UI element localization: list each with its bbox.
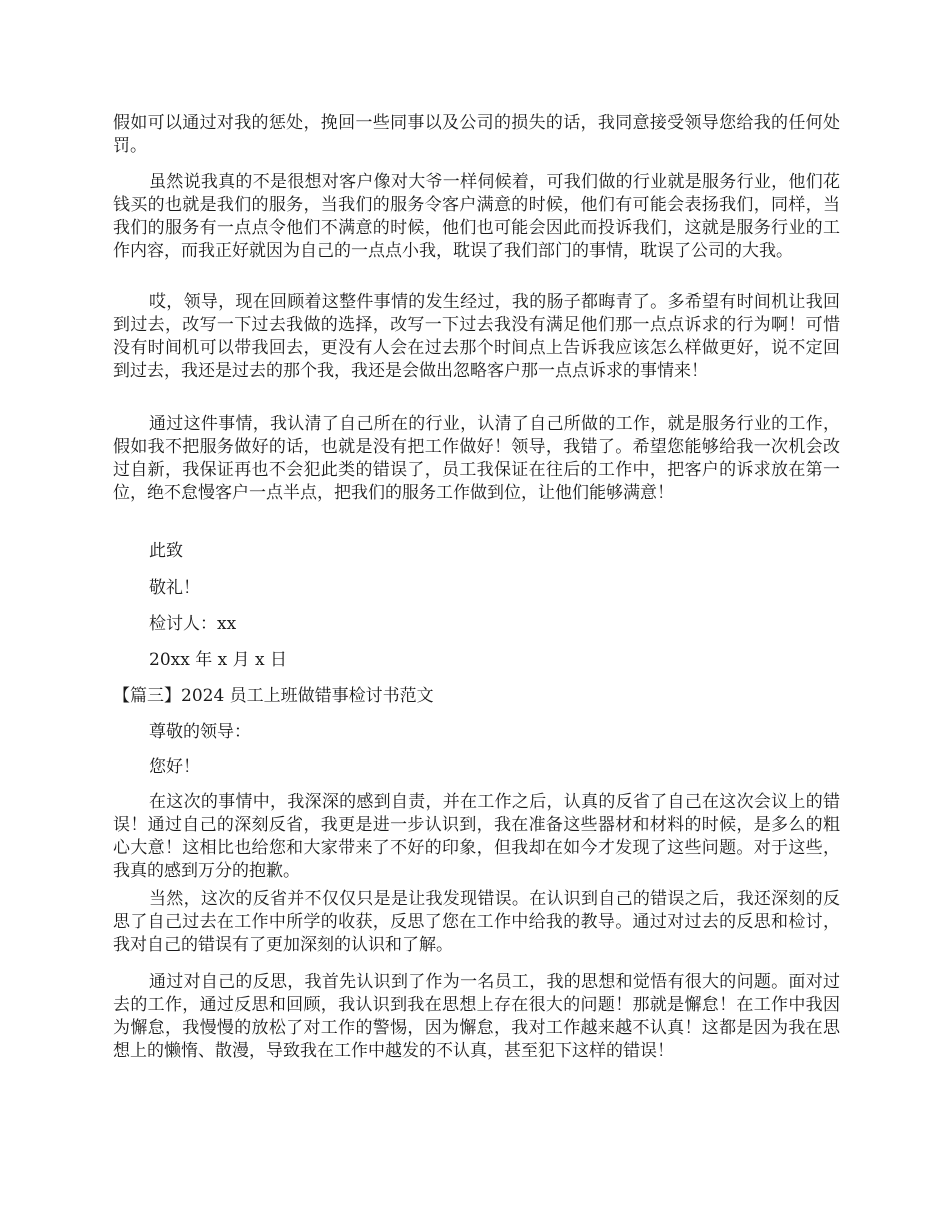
- paragraph-2: 虽然说我真的不是很想对客户像对大爷一样伺候着，可我们做的行业就是服务行业，他们花钱买的也就是我们的服务，当我们的服务令客户满意的时候，他们有可能会表扬我们，同样，当我们的服务有一点点令他们不满意的时候，他们也可能会因此而投诉我们，这就是服务行业的工作内容，而我正好就因为自己的一点点小我，耽误了我们部门的事情，耽误了公司的大我。: [113, 172, 840, 261]
- signer-line: 检讨人：xx: [149, 614, 237, 634]
- paragraph-4: 通过这件事情，我认清了自己所在的行业，认清了自己所做的工作，就是服务行业的工作，假如我不把服务做好的话，也就是没有把工作做好！领导，我错了。希望您能够给我一次机会改过自新，我保证再也不会犯此类的错误了，员工我保证在往后的工作中，把客户的诉求放在第一位，绝不怠慢客户一点半点，把我们的服务工作做到位，让他们能够满意！: [113, 414, 840, 503]
- closing-line-2: 敬礼！: [149, 578, 200, 598]
- salutation-line: 尊敬的领导：: [149, 722, 251, 742]
- paragraph-7: 通过对自己的反思，我首先认识到了作为一名员工，我的思想和觉悟有很大的问题。面对过去的工作，通过反思和回顾，我认识到我在思想上存在很大的问题！那就是懈怠！在工作中我因为懈怠，我慢慢的放松了对工作的警惕，因为懈怠，我对工作越来越不认真！这都是因为我在思想上的懒惰、散漫，导致我在工作中越发的不认真，甚至犯下这样的错误！: [113, 972, 840, 1061]
- greeting-line: 您好！: [149, 757, 200, 777]
- closing-line-1: 此致: [149, 541, 183, 561]
- section-title: 【篇三】2024 员工上班做错事检讨书范文: [113, 686, 434, 706]
- date-line: 20xx 年 x 月 x 日: [149, 650, 288, 670]
- paragraph-6: 当然，这次的反省并不仅仅只是是让我发现错误。在认识到自己的错误之后，我还深刻的反思了自己过去在工作中所学的收获，反思了您在工作中给我的教导。通过对过去的反思和检讨，我对自己的错误有了更加深刻的认识和了解。: [113, 889, 840, 955]
- paragraph-5: 在这次的事情中，我深深的感到自责，并在工作之后，认真的反省了自己在这次会议上的错误！通过自己的深刻反省，我更是进一步认识到，我在准备这些器材和材料的时候，是多么的粗心大意！这相比也给您和大家带来了不好的印象，但我却在如今才发现了这些问题。对于这些，我真的感到万分的抱歉。: [113, 792, 840, 881]
- paragraph-3: 哎，领导，现在回顾着这整件事情的发生经过，我的肠子都晦青了。多希望有时间机让我回到过去，改写一下过去我做的选择，改写一下过去我没有满足他们那一点点诉求的行为啊！可惜没有时间机可以带我回去，更没有人会在过去那个时间点上告诉我应该怎么样做更好，说不定回到过去，我还是过去的那个我，我还是会做出忽略客户那一点点诉求的事情来！: [113, 292, 840, 381]
- paragraph-1: 假如可以通过对我的惩处，挽回一些同事以及公司的损失的话，我同意接受领导您给我的任何处罚。: [113, 113, 840, 156]
